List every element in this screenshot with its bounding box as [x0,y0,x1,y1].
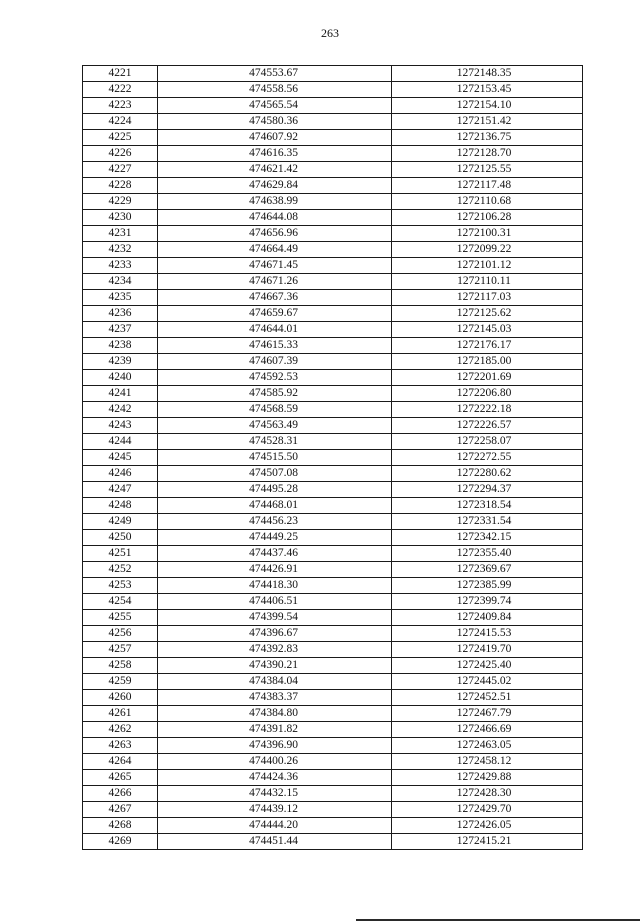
point-number-cell: 4247 [83,482,158,498]
table-row [83,530,583,546]
point-number-cell: 4260 [83,690,158,706]
x-coordinate-cell: 474607.39 [158,354,392,370]
y-coordinate-cell: 1272467.79 [392,706,583,722]
point-number-cell: 4223 [83,98,158,114]
table-row [83,466,583,482]
point-number-cell: 4255 [83,610,158,626]
table-row [83,322,583,338]
y-coordinate-cell: 1272426.05 [392,818,583,834]
table-row [83,578,583,594]
table-row [83,770,583,786]
y-coordinate-cell: 1272099.22 [392,242,583,258]
x-coordinate-cell: 474418.30 [158,578,392,594]
point-number-cell: 4245 [83,450,158,466]
point-number-cell: 4241 [83,386,158,402]
y-coordinate-cell: 1272106.28 [392,210,583,226]
x-coordinate-cell: 474468.01 [158,498,392,514]
x-coordinate-cell: 474437.46 [158,546,392,562]
y-coordinate-cell: 1272206.80 [392,386,583,402]
point-number-cell: 4231 [83,226,158,242]
x-coordinate-cell: 474592.53 [158,370,392,386]
coordinate-table-body [83,66,583,850]
x-coordinate-cell: 474449.25 [158,530,392,546]
x-coordinate-cell: 474396.67 [158,626,392,642]
table-row [83,354,583,370]
x-coordinate-cell: 474444.20 [158,818,392,834]
table-row [83,610,583,626]
table-row [83,162,583,178]
y-coordinate-cell: 1272369.67 [392,562,583,578]
y-coordinate-cell: 1272458.12 [392,754,583,770]
page-edge-line [356,919,640,921]
x-coordinate-cell: 474667.36 [158,290,392,306]
point-number-cell: 4268 [83,818,158,834]
y-coordinate-cell: 1272151.42 [392,114,583,130]
x-coordinate-cell: 474396.90 [158,738,392,754]
y-coordinate-cell: 1272415.21 [392,834,583,850]
point-number-cell: 4227 [83,162,158,178]
table-row [83,594,583,610]
y-coordinate-cell: 1272280.62 [392,466,583,482]
x-coordinate-cell: 474656.96 [158,226,392,242]
table-row [83,450,583,466]
y-coordinate-cell: 1272452.51 [392,690,583,706]
x-coordinate-cell: 474671.26 [158,274,392,290]
table-row [83,226,583,242]
point-number-cell: 4246 [83,466,158,482]
table-row [83,114,583,130]
point-number-cell: 4224 [83,114,158,130]
y-coordinate-cell: 1272128.70 [392,146,583,162]
table-row [83,658,583,674]
table-row [83,258,583,274]
table-row [83,802,583,818]
point-number-cell: 4238 [83,338,158,354]
y-coordinate-cell: 1272145.03 [392,322,583,338]
point-number-cell: 4236 [83,306,158,322]
x-coordinate-cell: 474390.21 [158,658,392,674]
x-coordinate-cell: 474659.67 [158,306,392,322]
table-row [83,178,583,194]
table-row [83,786,583,802]
x-coordinate-cell: 474392.83 [158,642,392,658]
point-number-cell: 4266 [83,786,158,802]
table-row [83,834,583,850]
y-coordinate-cell: 1272294.37 [392,482,583,498]
y-coordinate-cell: 1272429.88 [392,770,583,786]
point-number-cell: 4233 [83,258,158,274]
point-number-cell: 4234 [83,274,158,290]
point-number-cell: 4225 [83,130,158,146]
x-coordinate-cell: 474406.51 [158,594,392,610]
point-number-cell: 4237 [83,322,158,338]
x-coordinate-cell: 474607.92 [158,130,392,146]
table-row [83,706,583,722]
point-number-cell: 4253 [83,578,158,594]
point-number-cell: 4263 [83,738,158,754]
x-coordinate-cell: 474451.44 [158,834,392,850]
point-number-cell: 4267 [83,802,158,818]
point-number-cell: 4242 [83,402,158,418]
table-row [83,402,583,418]
point-number-cell: 4257 [83,642,158,658]
table-row [83,242,583,258]
point-number-cell: 4230 [83,210,158,226]
y-coordinate-cell: 1272201.69 [392,370,583,386]
x-coordinate-cell: 474558.56 [158,82,392,98]
x-coordinate-cell: 474644.01 [158,322,392,338]
point-number-cell: 4243 [83,418,158,434]
table-row [83,306,583,322]
x-coordinate-cell: 474400.26 [158,754,392,770]
table-row [83,434,583,450]
table-row [83,738,583,754]
y-coordinate-cell: 1272342.15 [392,530,583,546]
table-row [83,290,583,306]
y-coordinate-cell: 1272154.10 [392,98,583,114]
y-coordinate-cell: 1272445.02 [392,674,583,690]
y-coordinate-cell: 1272176.17 [392,338,583,354]
point-number-cell: 4261 [83,706,158,722]
x-coordinate-cell: 474621.42 [158,162,392,178]
y-coordinate-cell: 1272110.68 [392,194,583,210]
table-row [83,626,583,642]
x-coordinate-cell: 474426.91 [158,562,392,578]
table-row [83,386,583,402]
table-row [83,514,583,530]
point-number-cell: 4252 [83,562,158,578]
table-row [83,818,583,834]
point-number-cell: 4221 [83,66,158,82]
x-coordinate-cell: 474580.36 [158,114,392,130]
y-coordinate-cell: 1272185.00 [392,354,583,370]
table-row [83,210,583,226]
x-coordinate-cell: 474553.67 [158,66,392,82]
point-number-cell: 4228 [83,178,158,194]
table-row [83,274,583,290]
y-coordinate-cell: 1272148.35 [392,66,583,82]
x-coordinate-cell: 474528.31 [158,434,392,450]
point-number-cell: 4250 [83,530,158,546]
point-number-cell: 4269 [83,834,158,850]
table-row [83,146,583,162]
point-number-cell: 4262 [83,722,158,738]
y-coordinate-cell: 1272463.05 [392,738,583,754]
y-coordinate-cell: 1272125.55 [392,162,583,178]
x-coordinate-cell: 474507.08 [158,466,392,482]
table-row [83,674,583,690]
x-coordinate-cell: 474495.28 [158,482,392,498]
x-coordinate-cell: 474638.99 [158,194,392,210]
table-row [83,66,583,82]
y-coordinate-cell: 1272258.07 [392,434,583,450]
y-coordinate-cell: 1272110.11 [392,274,583,290]
x-coordinate-cell: 474629.84 [158,178,392,194]
y-coordinate-cell: 1272101.12 [392,258,583,274]
y-coordinate-cell: 1272222.18 [392,402,583,418]
x-coordinate-cell: 474565.54 [158,98,392,114]
y-coordinate-cell: 1272117.48 [392,178,583,194]
y-coordinate-cell: 1272136.75 [392,130,583,146]
y-coordinate-cell: 1272415.53 [392,626,583,642]
table-row [83,498,583,514]
point-number-cell: 4232 [83,242,158,258]
x-coordinate-cell: 474399.54 [158,610,392,626]
point-number-cell: 4254 [83,594,158,610]
y-coordinate-cell: 1272428.30 [392,786,583,802]
y-coordinate-cell: 1272385.99 [392,578,583,594]
table-row [83,130,583,146]
y-coordinate-cell: 1272399.74 [392,594,583,610]
y-coordinate-cell: 1272466.69 [392,722,583,738]
point-number-cell: 4265 [83,770,158,786]
x-coordinate-cell: 474439.12 [158,802,392,818]
x-coordinate-cell: 474384.04 [158,674,392,690]
x-coordinate-cell: 474432.15 [158,786,392,802]
point-number-cell: 4248 [83,498,158,514]
point-number-cell: 4235 [83,290,158,306]
x-coordinate-cell: 474515.50 [158,450,392,466]
x-coordinate-cell: 474383.37 [158,690,392,706]
x-coordinate-cell: 474664.49 [158,242,392,258]
x-coordinate-cell: 474644.08 [158,210,392,226]
point-number-cell: 4222 [83,82,158,98]
y-coordinate-cell: 1272226.57 [392,418,583,434]
point-number-cell: 4239 [83,354,158,370]
coordinate-table [82,65,583,850]
x-coordinate-cell: 474563.49 [158,418,392,434]
point-number-cell: 4264 [83,754,158,770]
table-row [83,642,583,658]
table-row [83,194,583,210]
table-row [83,754,583,770]
table-row [83,690,583,706]
x-coordinate-cell: 474616.35 [158,146,392,162]
point-number-cell: 4229 [83,194,158,210]
table-row [83,98,583,114]
page-number: 263 [321,26,339,40]
table-row [83,562,583,578]
point-number-cell: 4249 [83,514,158,530]
point-number-cell: 4226 [83,146,158,162]
y-coordinate-cell: 1272318.54 [392,498,583,514]
point-number-cell: 4240 [83,370,158,386]
x-coordinate-cell: 474384.80 [158,706,392,722]
table-row [83,418,583,434]
y-coordinate-cell: 1272355.40 [392,546,583,562]
y-coordinate-cell: 1272331.54 [392,514,583,530]
y-coordinate-cell: 1272409.84 [392,610,583,626]
x-coordinate-cell: 474615.33 [158,338,392,354]
y-coordinate-cell: 1272117.03 [392,290,583,306]
x-coordinate-cell: 474568.59 [158,402,392,418]
x-coordinate-cell: 474391.82 [158,722,392,738]
x-coordinate-cell: 474456.23 [158,514,392,530]
x-coordinate-cell: 474424.36 [158,770,392,786]
table-row [83,338,583,354]
point-number-cell: 4256 [83,626,158,642]
y-coordinate-cell: 1272429.70 [392,802,583,818]
y-coordinate-cell: 1272125.62 [392,306,583,322]
point-number-cell: 4251 [83,546,158,562]
y-coordinate-cell: 1272272.55 [392,450,583,466]
y-coordinate-cell: 1272419.70 [392,642,583,658]
point-number-cell: 4259 [83,674,158,690]
x-coordinate-cell: 474585.92 [158,386,392,402]
table-row [83,546,583,562]
point-number-cell: 4258 [83,658,158,674]
y-coordinate-cell: 1272100.31 [392,226,583,242]
y-coordinate-cell: 1272153.45 [392,82,583,98]
table-row [83,482,583,498]
table-row [83,370,583,386]
x-coordinate-cell: 474671.45 [158,258,392,274]
table-row [83,82,583,98]
table-row [83,722,583,738]
point-number-cell: 4244 [83,434,158,450]
y-coordinate-cell: 1272425.40 [392,658,583,674]
